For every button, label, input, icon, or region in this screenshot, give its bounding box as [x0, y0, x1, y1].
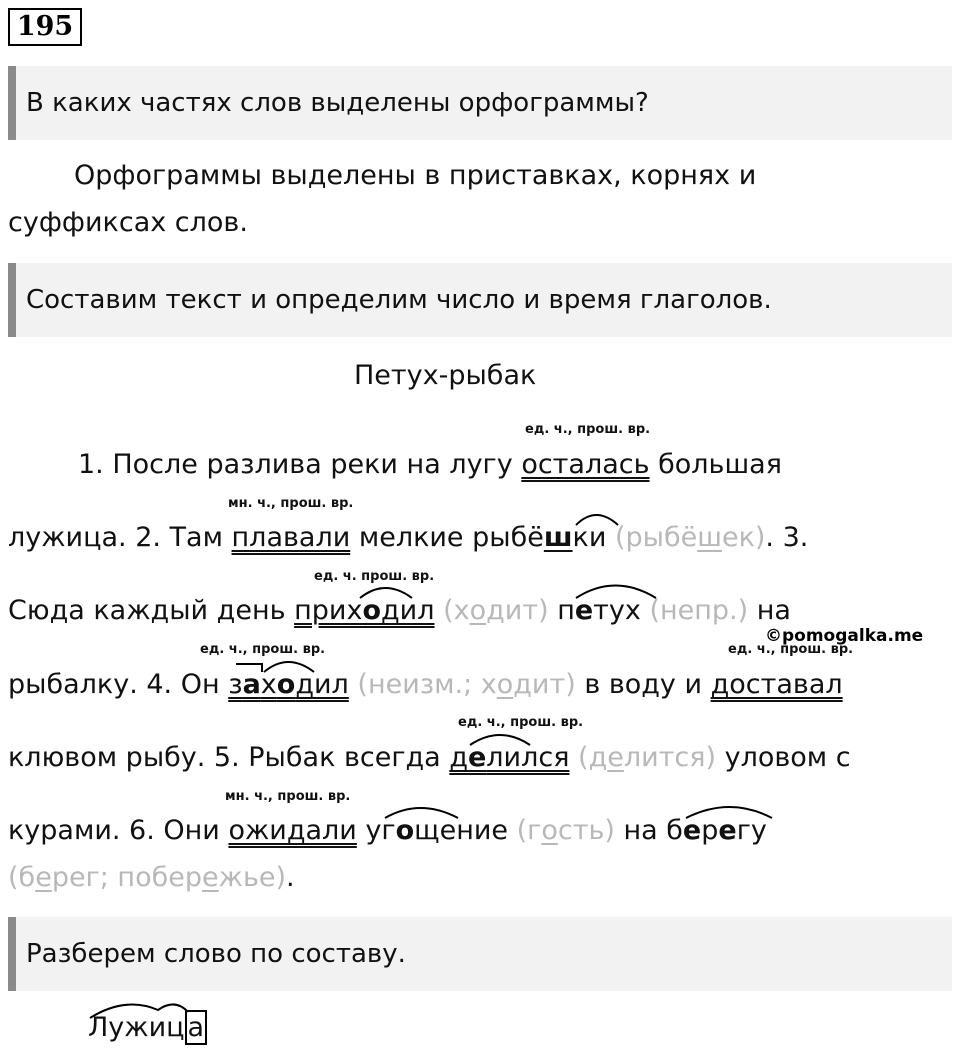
text-fragment: лужица. 2. Там [8, 522, 232, 553]
orthogram-letter: ш [697, 522, 722, 553]
verb-ostalas: осталась [521, 449, 650, 480]
note-zahodil: ед. ч., прош. вр. [200, 642, 326, 657]
text-fragment: (х [434, 595, 470, 626]
verb-plavali: плавали [231, 522, 351, 553]
text-fragment: х [260, 669, 277, 700]
text-fragment: дит) [486, 595, 549, 626]
word-root-stem: Лужиц [88, 1012, 185, 1043]
note-ostalas: ед. ч., прош. вр. [525, 422, 651, 437]
task-number: 195 [8, 8, 82, 46]
story-line-6 [8, 815, 767, 846]
text-fragment: п [548, 595, 575, 626]
story-line-4 [8, 669, 843, 700]
text-fragment: рег; побер [51, 862, 202, 893]
text-fragment: на [748, 595, 791, 626]
text-fragment: (б [8, 862, 36, 893]
text-fragment: дил [295, 669, 349, 700]
story-line-2 [8, 522, 808, 553]
orthogram-letter: е [467, 742, 487, 773]
text-fragment: большая [649, 449, 782, 480]
text-fragment: щение [414, 815, 509, 846]
text-fragment: рыбалку. 4. Он [8, 669, 229, 700]
text-fragment: уловом с [716, 742, 851, 773]
story-line-7 [8, 862, 295, 893]
text-fragment: р [701, 815, 719, 846]
orthogram-letter: а [242, 669, 261, 700]
story-line-3 [8, 595, 791, 626]
orthogram-letter: о [541, 815, 558, 846]
story-title: Петух-рыбак [354, 360, 537, 391]
note-dostaval: ед. ч., прош. вр. [728, 642, 854, 657]
text-fragment: в воду и [575, 669, 711, 700]
text-fragment: на б [614, 815, 683, 846]
verb-prihodil [294, 595, 434, 626]
answer-line-2: суффиксах слов. [8, 207, 248, 238]
check-word: (непр.) [640, 595, 749, 626]
text-fragment: дил [381, 595, 435, 626]
verb-ozhidali: ожидали [228, 815, 357, 846]
text-fragment: ек) [721, 522, 766, 553]
note-delilsya: ед. ч., прош. вр. [458, 715, 584, 730]
text-fragment: лится) [623, 742, 717, 773]
check-word [606, 522, 765, 553]
text-fragment: прих [294, 595, 363, 626]
verb-delilsya [449, 742, 569, 773]
text-fragment: (г [508, 815, 542, 846]
note-prihodil: ед. ч. прош. вр. [314, 569, 435, 584]
verb-zahodil [228, 669, 349, 700]
text-fragment: (неизм.; х [348, 669, 497, 700]
orthogram-letter: е [35, 862, 52, 893]
text-fragment: (д [569, 742, 608, 773]
note-plavali: мн. ч., прош. вр. [228, 496, 354, 511]
check-word [8, 862, 286, 893]
text-fragment: сть) [557, 815, 615, 846]
parse-word [88, 1012, 207, 1043]
check-word [508, 815, 615, 846]
text-fragment: мелкие рыбё [350, 522, 544, 553]
orthogram-letter: о [395, 815, 415, 846]
text-fragment: гу [736, 815, 767, 846]
verb-dostaval: доставал [710, 669, 843, 700]
orthogram-letter: о [496, 669, 514, 700]
orthogram-letter: о [276, 669, 296, 700]
text-fragment: (рыбё [606, 522, 698, 553]
text-fragment: д [449, 742, 468, 773]
question-header-2: Составим текст и определим число и время глаголов. [8, 263, 952, 337]
story-line-5 [8, 742, 851, 773]
orthogram-letter: о [362, 595, 381, 626]
watermark: ©pomogalka.me [765, 626, 924, 646]
orthogram-letter: е [718, 815, 737, 846]
text-fragment: ки [572, 522, 607, 553]
text-fragment: з [228, 669, 243, 700]
question-header-1: В каких частях слов выделены орфограммы? [8, 66, 952, 140]
text-fragment: . [286, 862, 295, 893]
orthogram-letter: ш [543, 522, 573, 553]
text-fragment: курами. 6. Они [8, 815, 229, 846]
answer-line-1: Орфограммы выделены в приставках, корнях и [74, 160, 757, 191]
orthogram-letter: е [607, 742, 624, 773]
orthogram-letter: е [574, 595, 594, 626]
text-fragment: лился [486, 742, 570, 773]
story-line-1 [78, 449, 782, 480]
orthogram-letter: о [469, 595, 487, 626]
text-fragment: тух [593, 595, 641, 626]
text-fragment: жье) [218, 862, 287, 893]
question-header-3: Разберем слово по составу. [8, 917, 952, 991]
check-word [349, 669, 576, 700]
text-fragment: . 3. [765, 522, 809, 553]
text-fragment: дит) [513, 669, 576, 700]
check-word [434, 595, 548, 626]
text-fragment: уг [356, 815, 396, 846]
note-ozhidali: мн. ч., прош. вр. [225, 789, 351, 804]
orthogram-letter: е [202, 862, 219, 893]
text-fragment: 1. После разлива реки на лугу [78, 449, 522, 480]
check-word [569, 742, 716, 773]
text-fragment: клювом рыбу. 5. Рыбак всегда [8, 742, 450, 773]
orthogram-letter: е [682, 815, 702, 846]
word-ending-box: а [185, 1010, 208, 1045]
text-fragment: Сюда каждый день [8, 595, 295, 626]
